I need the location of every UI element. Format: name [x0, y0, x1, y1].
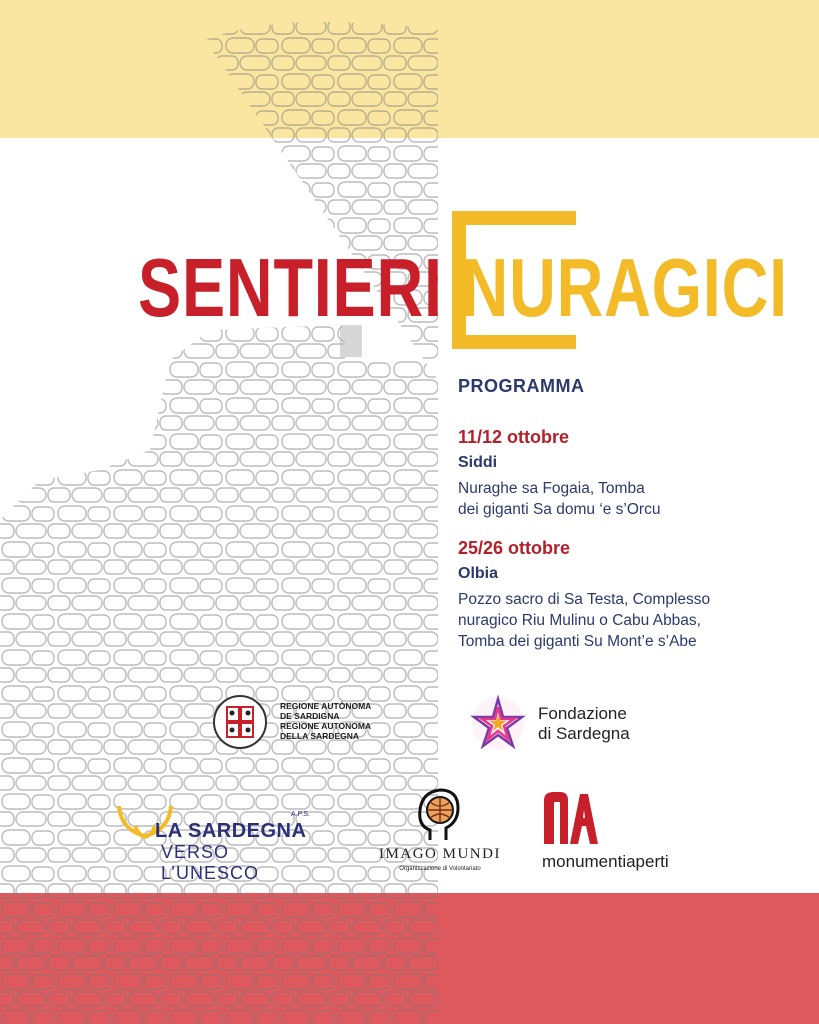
title-bar-top [452, 211, 576, 225]
fondazione-star-icon [470, 695, 526, 751]
event-description-2 [458, 589, 788, 652]
monumenti-aperti-name: monumentiaperti [542, 852, 669, 871]
monumenti-aperti-logo [542, 788, 712, 874]
imago-mundi-subtitle: Organizzazione di Volontariato [399, 866, 481, 872]
regione-line-3: REGIONE AUTONOMA [280, 721, 372, 731]
sardegna-unesco-logo [115, 800, 320, 883]
main-title [138, 240, 788, 336]
title-part-1: SENTIERI [138, 241, 443, 334]
event-1-line-2: dei giganti Sa domu ‘e s’Orcu [458, 501, 661, 518]
event-date-1: 11/12 ottobre [458, 427, 570, 447]
regione-crest-icon [212, 690, 268, 754]
event-1-line-1: Nuraghe sa Fogaia, Tomba [458, 480, 645, 497]
fondazione-sardegna-logo [470, 695, 650, 751]
event-2-line-2: nuragico Riu Mulinu o Cabu Abbas, [458, 612, 701, 629]
sardegna-line-1: LA SARDEGNA [155, 820, 307, 842]
regione-sardegna-logo [212, 690, 382, 752]
title-bar-bottom [452, 335, 576, 349]
imago-mundi-name: IMAGO MUNDI [379, 846, 501, 862]
imago-head-icon [412, 786, 464, 842]
aps-label: A.P.S. [291, 811, 310, 818]
fondazione-line-2: di Sardegna [538, 724, 630, 743]
program-heading: PROGRAMMA [458, 376, 585, 396]
event-place-2: Olbia [458, 565, 499, 582]
fondazione-line-1: Fondazione [538, 704, 627, 723]
regione-line-4: DELLA SARDEGNA [280, 731, 360, 741]
program-section [458, 376, 788, 652]
imago-mundi-logo [368, 786, 508, 876]
sardegna-line-2: VERSO L’UNESCO [161, 842, 260, 883]
regione-line-2: DE SARDIGNA [280, 711, 340, 721]
event-2-line-3: Tomba dei giganti Su Mont’e s’Abe [458, 633, 697, 650]
regione-line-1: REGIONE AUTÒNOMA [280, 701, 372, 711]
event-description-1 [458, 478, 788, 520]
event-2-line-1: Pozzo sacro di Sa Testa, Complesso [458, 591, 711, 608]
monumenti-ma-icon [542, 790, 598, 846]
event-date-2: 25/26 ottobre [458, 538, 571, 558]
event-place-1: Siddi [458, 454, 498, 471]
title-part-2: NURAGICI [461, 241, 788, 334]
